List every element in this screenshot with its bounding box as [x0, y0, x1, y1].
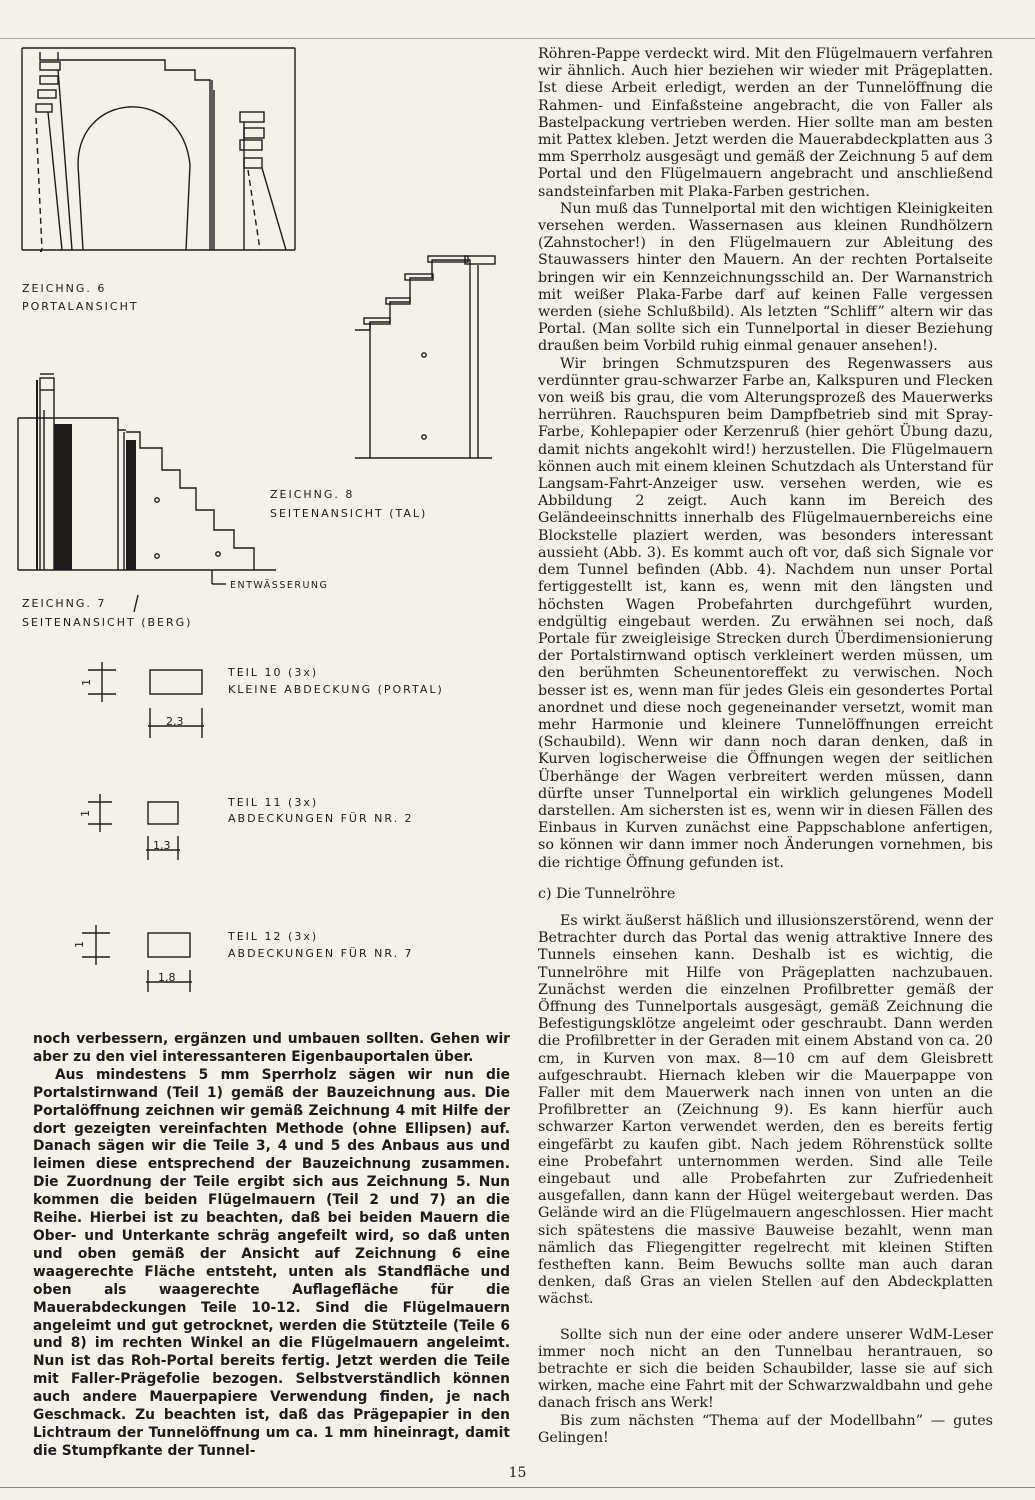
part12-width: 1,8 — [158, 971, 176, 984]
right-paragraph-4: Es wirkt äußerst häßlich und illusionszerstörend, wenn der Betrachter durch das Portal das wenig attraktive Innere des Tunnels einsehen kann. Deshalb ist es wichtig, die Tunnelröhre mit Hilfe von Prägeplatten nachzubauen. Zunächst werden die einzelnen Profilbretter gemäß der Öffnung des Tunnelportals ausgesägt, gemäß Zeichnung die Befestigungsklötze angeleimt oder geschraubt. Dann werden die Profilbretter in der Geraden mit einem Abstand von ca. 20 cm, in Kurven von max. 8—10 cm auf dem Gleisbrett aufgeschraubt. Hiernach kleben wir die Mauerpappe von Faller mit dem Mauerwerk nach innen von unten an die Profilbretter an (Zeichnung 9). Es kann hierfür auch schwarzer Karton verwendet werden, den es bereits fertig eingefärbt zu kaufen gibt. Nach jedem Röhrenstück sollte eine Probefahrt unternommen werden. Sind alle Teile eingebaut und alle Probefahrten zur Zufriedenheit ausgefallen, dann kann der Hügel weitergebaut werden. Das Gelände wird an die Flügelmauern angeschlossen. Hier macht sich spätestens die massive Bauweise bezahlt, wenn man nämlich das Fliegengitter regelrecht mit kleinen Stiften festheften kann. Beim Bewuchs sollte man auch daran denken, daß Gras an vielen Stellen auf den Abdeckplatten wächst. — [538, 912, 993, 1308]
wing-shadow-band — [126, 440, 136, 570]
fig6-caption-line1: ZEICHNG. 6 — [22, 282, 107, 295]
part12-height: 1 — [73, 941, 86, 948]
part-12-drawing — [82, 925, 192, 992]
part11-width: 1,3 — [153, 839, 171, 852]
fig8-caption-line1: ZEICHNG. 8 — [270, 488, 355, 501]
right-paragraph-3: Wir bringen Schmutzspuren des Regenwassers aus verdünnter grau-schwarzer Farbe an, Kalkspuren und Flecken von weiß bis grau, die vom Alterungsprozeß des Mauerwerks herrühren. Rauchspuren beim Dampfbetrieb sind mit Spray-Farbe, Kohlepapier oder Kerzenruß (hier gehört Übung dazu, damit nichts angekohlt wird!) herzustellen. Die Flügelmauern können auch mit einem kleinen Schutzdach als Unterstand für Langsam-Fahrt-Anzeiger usw. versehen werden, wie es Abbildung 2 zeigt. Auch kann im Bereich des Geländeeinschnitts innerhalb des Flügelmauernbereichs eine Blockstelle plaziert werden, was besonders interessant aussieht (Abb. 3). Es kommt auch oft vor, daß sich Signale vor dem Tunnel befinden (Abb. 4). Nachdem nun unser Portal fertiggestellt ist, kann es, wenn mit den längsten und höchsten Wagen Probefahrten durchgeführt wurden, endgültig eingebaut werden. Zu erwähnen sei noch, daß Portale für zweigleisige Strecken durch Überdimensionierung der Portalstirnwand optisch verkleinert werden müssen, um den berühmten Scheunentoreffekt zu verwischen. Noch besser ist es, wenn man für jedes Gleis ein gesondertes Portal anordnet und diese noch gegeneinander versetzt, womit man mehr Harmonie und kleinere Tunnelöffnungen erreicht (Schaubild). Wenn wir dann noch daran denken, daß in Kurven logischerweise die Öffnungen wegen der seitlichen Überhänge der Wagen verbreitert werden müssen, dann dürfte unser Tunnelportal ein wirklich gelungenes Modell darstellen. Am sichersten ist es, wenn wir in diesen Fällen des Einbaus in Kurven zunächst eine Pappschablone anfertigen, so können wir dann immer noch Änderungen vornehmen, bis die richtige Öffnung gefunden ist. — [538, 355, 993, 871]
left-paragraph-1: noch verbessern, ergänzen und umbauen sollten. Gehen wir aber zu den viel interessanteren Eigenbauportalen über. — [33, 1031, 510, 1065]
part10-width: 2,3 — [166, 715, 184, 728]
part11-height: 1 — [79, 810, 92, 817]
right-text-column — [538, 46, 993, 1447]
right-paragraph-2: Nun muß das Tunnelportal mit den wichtigen Kleinigkeiten versehen werden. Wassernasen aus kleinen Rundhölzern (Zahnstocher!) in den Flügelmauern zur Ableitung des Stauwassers hinter den Mauern. An der rechten Portalseite bringen wir ein Kennzeichnungsschild an. Der Warnanstrich mit weißer Plaka-Farbe darf auf keinen Falle vergessen werden (siehe Schlußbild). Als letzten “Schliff” altern wir das Portal. (Man sollte sich ein Tunnelportal in dieser Beziehung draußen beim Vorbild ruhig einmal genauer ansehen!). — [538, 200, 993, 355]
part11-title: TEIL 11 (3x) — [228, 796, 319, 809]
left-text-column — [33, 1031, 510, 1461]
right-paragraph-1: Röhren-Pappe verdeckt wird. Mit den Flügelmauern verfahren wir ähnlich. Auch hier beziehen wir wieder mit Prägeplatten. Ist diese Arbeit erledigt, werden an der Tunnelöffnung die Rahmen- und Einfaßsteine angebracht, die von Faller als Bastelpackung vertrieben werden. Hier sollte man am besten mit Pattex kleben. Jetzt werden die Mauerabdeckplatten aus 3 mm Sperrholz ausgesägt und gemäß der Zeichnung 5 auf dem Portal und den Flügelmauern angebracht und anschließend sandsteinfarben mit Plaka-Farben gestrichen. — [538, 46, 993, 200]
drawing-8-side-view-valley — [355, 256, 495, 458]
part12-title: TEIL 12 (3x) — [228, 930, 319, 943]
fig7-drain-label: ENTWÄSSERUNG — [230, 580, 329, 591]
fig7-caption-line1: ZEICHNG. 7 — [22, 597, 107, 610]
fig8-caption-line2: SEITENANSICHT (TAL) — [270, 507, 428, 520]
part10-desc: KLEINE ABDECKUNG (PORTAL) — [228, 683, 444, 696]
page-number: 15 — [508, 1465, 527, 1481]
part-10-drawing — [88, 662, 204, 738]
part10-title: TEIL 10 (3x) — [228, 666, 319, 679]
section-heading-tunnel-tube: c) Die Tunnelröhre — [538, 885, 676, 902]
right-paragraph-6: Bis zum nächsten “Thema auf der Modellbahn” — gutes Gelingen! — [538, 1412, 993, 1446]
bottom-rule — [0, 1487, 1035, 1488]
fig6-caption-line2: PORTALANSICHT — [22, 300, 139, 313]
fig7-caption-line2: SEITENANSICHT (BERG) — [22, 616, 193, 629]
part12-desc: ABDECKUNGEN FÜR NR. 7 — [228, 947, 414, 960]
left-paragraph-2: Aus mindestens 5 mm Sperrholz sägen wir nun die Portalstirnwand (Teil 1) gemäß der Bauzeichnung aus. Die Portalöffnung zeichnen wir gemäß Zeichnung 4 mit Hilfe der dort gezeigten vereinfachten Methode (ohne Ellipsen) auf. Danach sägen wir die Teile 3, 4 und 5 des Anbaus aus und leimen diese entsprechend der Bauzeichnung zusammen. Die Zuordnung der Teile ergibt sich aus Zeichnung 5. Nun kommen die beiden Flügelmauern (Teil 2 und 7) an die Reihe. Hierbei ist zu beachten, daß bei beiden Mauern die Ober- und Unterkante schräg angefeilt wird, so daß unten und oben gemäß der Ansicht auf Zeichnung 6 eine waagerechte Fläche entsteht, unten als Standfläche und oben als waagerechte Auflagefläche für die Mauerabdeckungen Teile 10-12. Sind die Flügelmauern angeleimt und gut getrocknet, werden die Stützteile (Teile 6 und 8) im rechten Winkel an die Flügelmauern angeleimt. Nun ist das Roh-Portal bereits fertig. Jetzt werden die Teile mit Faller-Prägefolie bezogen. Selbstverständlich können auch andere Mauerpapiere Verwendung finden, je nach Geschmack. Zu beachten ist, daß das Prägepapier in den Lichtraum der Tunnelöffnung um ca. 1 mm hineinragt, damit die Stumpfkante der Tunnel- — [33, 1066, 510, 1459]
part11-desc: ABDECKUNGEN FÜR NR. 2 — [228, 812, 414, 825]
right-paragraph-5: Sollte sich nun der eine oder andere unserer WdM-Leser immer noch nicht an den Tunnelbau herantrauen, so betrachte er sich die beiden Schaubilder, lasse sie auf sich wirken, mache eine Fahrt mit der Schwarzwaldbahn und gehe danach frisch ans Werk! — [538, 1326, 993, 1412]
drawing-6-portal-front-view — [22, 48, 295, 250]
wall-shadow-band — [54, 424, 72, 570]
part10-height: 1 — [80, 679, 93, 686]
